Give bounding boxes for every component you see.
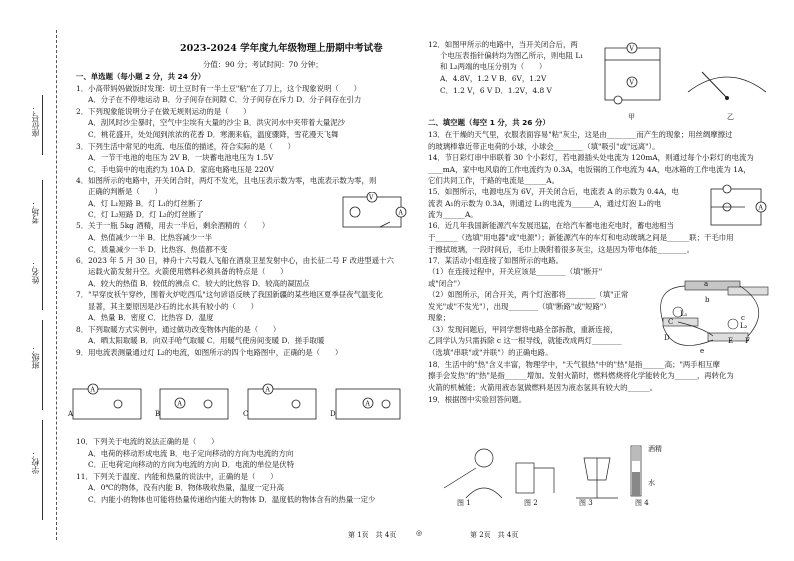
left-question-line: 1．小高带妈妈做饭时发现：切土豆时有一半土豆"粘"在了刀上，这个现象说明（ ） (76, 84, 361, 93)
figure-q4 (335, 192, 410, 232)
room-line (42, 180, 43, 240)
right-question-line: 13．在干燥的天气里，衣服表面容易"粘"灰尘，这是由________而产生的现象；用丝绸摩擦过 (428, 130, 733, 139)
q9-label-d: D (330, 410, 336, 418)
figure-q12-jia (590, 40, 675, 110)
left-question-line: A．热量 B．密度 C．比热容 D．温度 (88, 313, 214, 322)
left-question-line: 3．下列生活中常见的电流、电压值的描述，符合实际的是（ ） (76, 142, 296, 151)
left-question-line: 正确的判断是（ ） (88, 187, 162, 196)
svg-text:A: A (90, 386, 95, 394)
right-question-line: 于擦拭玻璃，一段时间后，毛巾上吸附着很多灰尘，这是因为带电体能________。 (428, 245, 695, 254)
q9-label-b: B (155, 410, 161, 418)
figure-jia-caption: 甲 (628, 113, 635, 121)
right-question-line: 或"闭合"） (428, 279, 465, 288)
left-question-line: C．正电荷定向移动的方向为电流的方向 D．电流的单位是伏特 (88, 460, 295, 469)
right-question-line: （3）发现问题后，甲同学想将电路全部拆散，重新连接， (428, 325, 618, 334)
figure-q19 (436, 438, 776, 506)
left-question-line: A．刮风时沙尘暴时，空气中尘埃有大量的沙尘 B．洪灾河水中夹带着大量泥沙 (88, 118, 346, 127)
q19-fig2-caption: 图 2 (524, 499, 538, 507)
exam-info: 分值：90 分；考试时间：70 分钟； (203, 60, 323, 69)
q12-line: A．4.8V，1.2 V B．6V，1.2V (440, 74, 547, 83)
q17-label-b: b (705, 296, 710, 304)
left-question-line: A．一节干电池的电压为 2V B．一块蓄电池电压为 1.5V (88, 153, 274, 162)
left-question-line: 4．如图所示的电路中，开关闭合时，两灯不发光，且电压表示数为零，电流表示数为零，则 (76, 176, 377, 185)
svg-text:V: V (629, 45, 634, 53)
water-label: 水 (648, 479, 655, 487)
left-question-line: A．热值减少一半 B．比热容减少一半 (88, 233, 212, 242)
class-line (42, 320, 43, 410)
svg-text:A: A (365, 400, 370, 408)
left-question-line: C．灯 L₂短路 D．灯 L₂的灯丝断了 (88, 210, 204, 219)
q17-label-L2: L₂ (740, 322, 748, 330)
svg-text:V: V (369, 194, 374, 202)
q17-label-c: c (741, 314, 745, 322)
left-question-line: 9．用电流表测量通过灯 L₂的电流，如图所示的四个电路图中，正确的是（ ） (76, 348, 343, 357)
right-question-line: 流为______A。 (428, 210, 478, 219)
school-label: 学校： (31, 450, 40, 474)
seat-line (42, 95, 43, 155)
page-1-footer: 第 1页 共 4页 (348, 531, 397, 539)
q17-label-C: C (668, 318, 674, 326)
svg-text:A: A (398, 209, 403, 217)
left-question-line: 6．2023 年 5 月 30 日，神舟十六号载人飞船在酒泉卫星发射中心，由长征二号 F 改进型遥十六 (76, 256, 394, 265)
right-question-line: ____mA，家中电风扇的工作电流约为 0.3A，电饭锅的工作电流为 4A，电冰箱的工作电流为 1A， (428, 165, 751, 174)
left-question-line: 11．下列关于温度、内能和热量的说法中，正确的是（ ） (76, 472, 278, 481)
page-2-footer: 第 2页 共 4页 (470, 531, 519, 539)
section-2-heading: 二、填空题（每空 1 分，共 26 分） (428, 118, 550, 127)
left-question-line: A．晒太阳取暖 B．向双手哈气取暖 C．用暖气使房间变暖 D．搓手取暖 (88, 336, 325, 345)
right-question-line: 的玻璃棒靠近带正电荷的小球，小球会________（填"吸引"或"远离"）。 (428, 142, 660, 151)
q17-label-F: F (745, 337, 750, 345)
svg-text:V: V (629, 79, 634, 87)
q12-line: 和 L₂两端的电压分别为（ ） (440, 62, 547, 71)
left-question-line: A．0℃的物体，没有内能 B．物体吸收热量，温度一定升高 (88, 483, 285, 492)
right-question-line: 它们共同工作，干路的电流是______A。 (428, 176, 559, 185)
left-question-line: A．分子在不停地运动 B．分子间存在间隙 C．分子间存在斥力 D．分子间存在引力 (88, 95, 362, 104)
q9-label-a: A (68, 410, 74, 418)
right-question-line: 现象； (428, 313, 451, 322)
right-question-line: 火箭的机械能；火箭用液态氢做燃料是因为液态氢具有较大的______。 (428, 383, 658, 392)
q17-label-L1: L₁ (680, 310, 688, 318)
name-label: 姓名： (31, 260, 40, 284)
q17-label-e: e (700, 347, 705, 355)
figure-q9 (68, 383, 403, 425)
left-question-line: 7．"早穿皮袄午穿纱，围着火炉吃西瓜"这句谚语反映了我国新疆的某些地区夏季昼夜气温变化 (76, 290, 384, 299)
left-question-line: C．内能小的物体也可能将热量传递给内能大的物体 D．温度低的物体含有的热量一定少 (88, 495, 376, 504)
left-question-line: 运载火箭发射升空。火箭使用燃料必须具备的特点是（ ） (88, 267, 288, 276)
figure-q17 (643, 278, 783, 363)
right-question-line: （选填"串联"或"并联"）的正确电路。 (428, 348, 553, 357)
q19-fig1-caption: 图 1 (457, 499, 471, 507)
figure-yi-caption: 乙 (727, 113, 734, 121)
right-question-line: （1）在连接过程中，开关应该是________（填"断开" (428, 267, 603, 276)
seat-label: 座位号： (31, 105, 40, 137)
figure-q12-yi (680, 62, 775, 104)
left-question-line: C．桃花盛开，处处闻到浓浓的花香 D．寒潮来临，温度骤降，雪花漫天飞舞 (88, 130, 339, 139)
alcohol-label: 酒精 (648, 445, 662, 453)
left-question-line: C．质量减少一半 D．比热容、热值都不变 (88, 245, 228, 254)
q9-label-c: C (243, 410, 249, 418)
left-question-line: 5．关于一瓶 5kg 酒精，用去一半后，剩余酒精的（ ） (76, 221, 270, 230)
left-question-line: A．电荷的移动形成电流 B．电子定向移动的方向为电流的方向 (88, 449, 294, 458)
q12-line: 个电压表指针偏转均为图乙所示，则电阻 L₁ (440, 51, 584, 60)
left-question-line: A．较大的热值 B．较低的沸点 C．较大的比热容 D．较高的凝固点 (88, 279, 310, 288)
left-question-line: A．灯 L₁短路 B．灯 L₁的灯丝断了 (88, 199, 203, 208)
page-center-mark: ◎ (416, 529, 423, 537)
q17-label-D: D (664, 334, 670, 342)
class-label: 班级： (31, 345, 40, 369)
q17-label-a: a (704, 280, 709, 288)
q19-fig4-caption: 图 4 (635, 499, 649, 507)
right-question-line: 16．近几年我国新能源汽车发展迅猛，在给汽车蓄电池充电时，蓄电池相当 (428, 221, 674, 230)
q12-line: C．1.2 V，6 V D．1.2V，4.8 V (440, 86, 552, 95)
svg-text:A: A (177, 400, 182, 408)
left-question-line: 8．下列取暖方式实例中，通过做功改变物体内能的是（ ） (76, 325, 281, 334)
right-question-line: 发光"或"不发光"），出现________（填"断路"或"短路"） (428, 302, 611, 311)
left-question-line: 显著，其主要原因是沙石的比水具有较小的（ ） (88, 302, 258, 311)
right-question-line: 19．根据图中实验回答问题。 (428, 395, 527, 404)
svg-text:A: A (758, 204, 763, 212)
school-line (42, 420, 43, 520)
right-question-line: 14．节日彩灯串中串联着 30 个小彩灯，若电源插头处电流为 120mA，则通过每个小彩灯的电流为 (428, 153, 754, 162)
right-question-line: 流表 A₁的示数为 0.3A，则通过 L₁的电流为______A，通过灯泡 L₂的电 (428, 199, 662, 208)
right-question-line: 于______（选填"用电器"或"电源"）；新能源汽车的车灯和电动玻璃之间是______联；干毛巾用 (428, 233, 734, 242)
left-question-line: C．手电筒中的电流约为 10A D．家庭电路电压是 220V (88, 165, 274, 174)
svg-text:A: A (265, 386, 270, 394)
exam-title: 2023-2024 学年度九年级物理上册期中考试卷 (180, 43, 383, 54)
right-question-line: 乙同学认为只需拆除 c 这一根导线，就能改成两灯________ (428, 336, 622, 345)
figure-q15 (705, 183, 770, 231)
exam-room-label: 考场： (31, 200, 40, 224)
name-line (42, 240, 43, 310)
q17-label-E: E (728, 337, 734, 345)
right-question-line: 17．某活动小组连接了如图所示的电路。 (428, 256, 564, 265)
right-question-line: （2）如图所示，闭合开关，两个灯泡都将________（填"正常 (428, 290, 629, 299)
binding-line (56, 30, 57, 540)
q19-fig3-caption: 图 3 (579, 499, 593, 507)
section-1-heading: 一、单选题（每小题 2 分，共 24 分） (76, 72, 206, 81)
right-question-line: 15．如图所示，电源电压为 6V，开关闭合后，电流表 A 的示数为 0.4A，电 (428, 187, 679, 196)
left-question-line: 10．下列关于电流的说法正确的是（ ） (76, 437, 219, 446)
left-question-line: 2．下列现象能说明分子在做无规则运动的是（ ） (76, 107, 251, 116)
q12-line: 12．如图甲所示的电路中，当开关闭合后，两 (428, 40, 578, 49)
right-question-line: 擦手会发热"的"热"是指______增加。发射火箭时，燃料燃烧将化学能转化为______，再转化为 (428, 371, 734, 380)
right-question-line: 18．生活中的"热"含义丰富，物理学中，"天气很热"中的"热"是指______高；"两手相互摩 (428, 360, 720, 369)
